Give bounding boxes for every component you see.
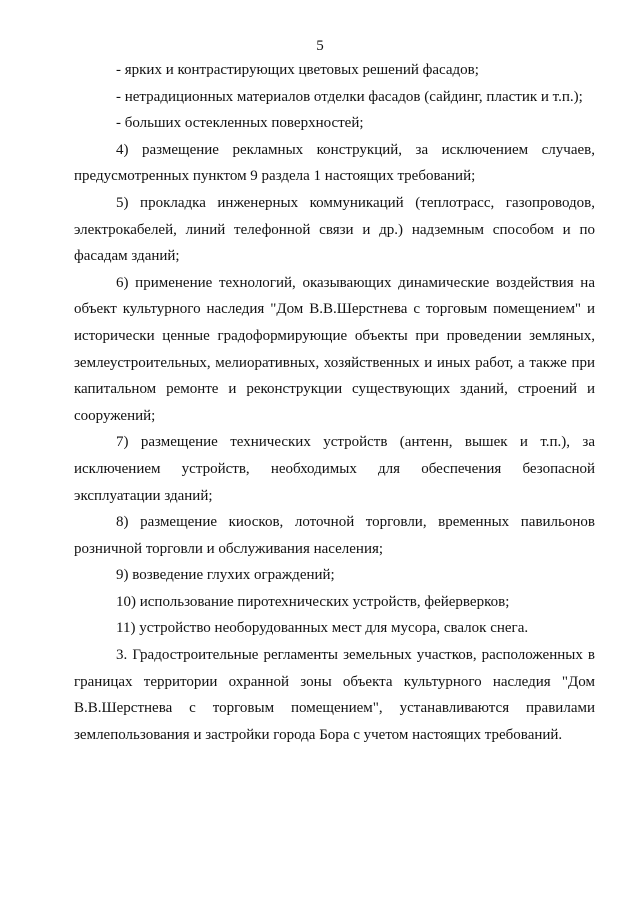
paragraph-item-11-waste: 11) устройство необорудованных мест для мусора, свалок снега. xyxy=(116,620,529,637)
paragraph-list-item-bright-colors: - ярких и контрастирующих цветовых решений фасадов; xyxy=(116,62,479,78)
paragraph-item-9-fences: 9) возведение глухих ограждений; xyxy=(116,567,335,584)
paragraph-list-item-nontraditional-materials: - нетрадиционных материалов отделки фасадов (сайдинг, пластик и т.п.); xyxy=(116,88,583,105)
paragraph-item-7-technical-devices: 7) размещение технических устройств (антенн, вышек и т.п.), за исключением устройств, необходимых для обеспечения безопасной эксплуатации зданий; xyxy=(74,434,595,504)
paragraph-item-6-technologies: 6) применение технологий, оказывающих динамические воздействия на объект культурного наследия "Дом В.В.Шерстнева с торговым помещением" и исторически ценные градоформирующие объекты при проведении земляных, землеустроительных, мелиоративных, хозяйственных и иных работ, а также при капитальном ремонте и реконструкции существующих зданий, строений и сооружений; xyxy=(74,274,595,424)
document-body xyxy=(74,57,595,748)
paragraph-list-item-glazed-surfaces: - больших остекленных поверхностей; xyxy=(116,115,364,132)
paragraph-section-3-regulations: 3. Градостроительные регламенты земельных участков, расположенных в границах территории охранной зоны объекта культурного наследия "Дом В.В.Шерстнева с торговым помещением", устанавливаются правилами землепользования и застройки города Бора с учетом настоящих требований. xyxy=(74,647,595,743)
paragraph-item-10-pyrotechnics: 10) использование пиротехнических устройств, фейерверков; xyxy=(116,593,510,610)
paragraph-item-8-kiosks: 8) размещение киосков, лоточной торговли, временных павильонов розничной торговли и обслуживания населения; xyxy=(74,514,595,557)
page-number: 5 xyxy=(316,38,324,54)
paragraph-item-4-advertising: 4) размещение рекламных конструкций, за исключением случаев, предусмотренных пунктом 9 раздела 1 настоящих требований; xyxy=(74,141,595,185)
paragraph-item-5-utilities: 5) прокладка инженерных коммуникаций (теплотрасс, газопроводов, электрокабелей, линий телефонной связи и др.) надземным способом и по фасадам зданий; xyxy=(74,194,595,265)
